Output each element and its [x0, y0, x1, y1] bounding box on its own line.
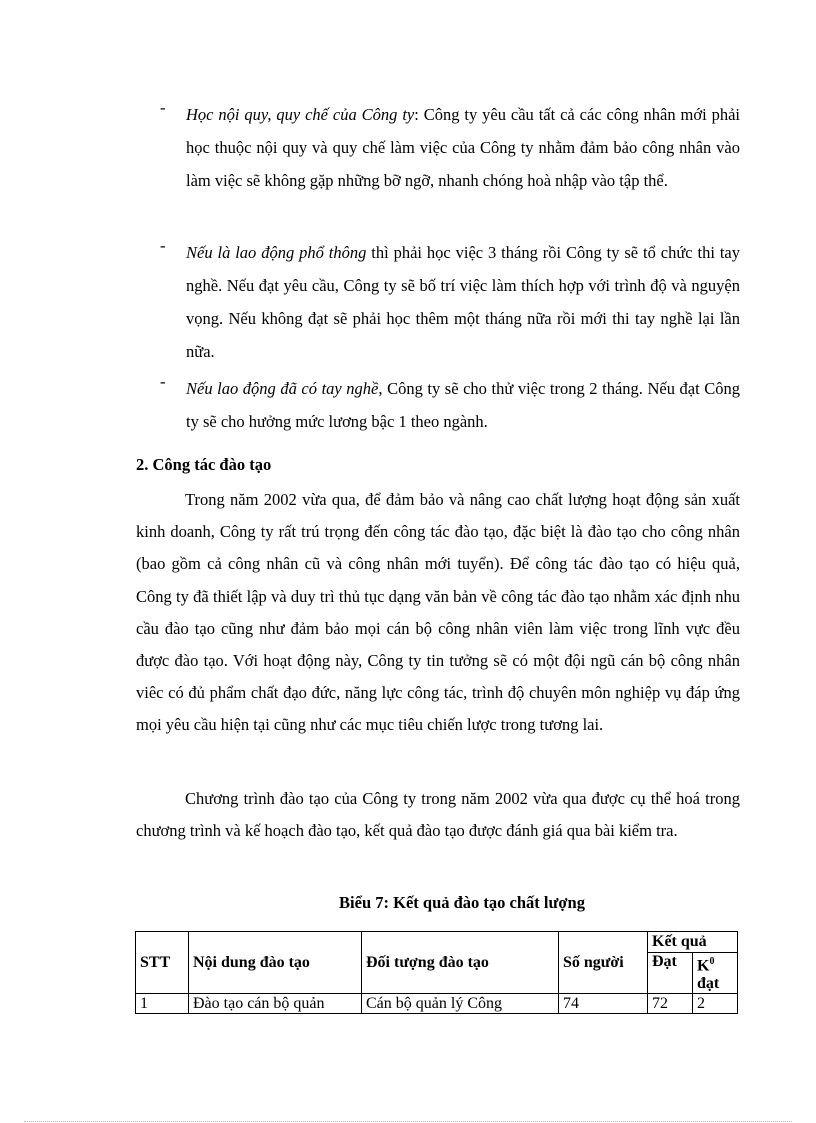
header-fail-sup: 0 [709, 956, 715, 967]
body-paragraph: Trong năm 2002 vừa qua, để đảm bảo và nâng cao chất lượng hoạt động sản xuất kinh doanh, Công ty rất trú trọng đến công tác đào tạo, đặc biệt là đào tạo cho công nhân (bao gồm cả công nhân cũ và công nhân mới tuyển). Để công tác đào tạo có hiệu quả, Công ty đã thiết lập và duy trì thủ tục dạng văn bản về công tác đào tạo nhằm xác định nhu cầu đào tạo cũng như đảm bảo mọi cán bộ công nhân viên làm việc trong lĩnh vực đều được đào tạo. Với hoạt động này, Công ty tin tưởng sẽ có một đội ngũ cán bộ công nhân viêc có đủ phẩm chất đạo đức, năng lực công tác, trình độ chuyên môn nghiệp vụ đáp ứng mọi yêu cầu hiện tại cũng như các mục tiêu chiến lược trong tương lai. [136, 490, 740, 735]
bullet-text [186, 98, 740, 197]
header-result: Kết quả [648, 932, 738, 953]
cell-content: Đào tạo cán bộ quản [189, 994, 362, 1014]
bullet-dash: - [160, 372, 166, 391]
page-bottom-divider [24, 1121, 792, 1122]
table-header-row [136, 932, 738, 953]
bullet-body: , Công ty sẽ cho thử việc trong 2 tháng. Nếu đạt Công ty sẽ cho hưởng mức lương bậc 1 theo ngành. [186, 379, 740, 431]
header-target: Đối tượng đào tạo [362, 932, 559, 994]
bullet-dash: - [160, 98, 166, 117]
bullet-italic-lead: Nếu là lao động phổ thông [186, 243, 367, 262]
header-fail-k: K [697, 957, 710, 975]
bullet-item [160, 98, 740, 197]
cell-stt: 1 [136, 994, 189, 1014]
header-pass: Đạt [648, 953, 693, 994]
header-fail-word: đạt [697, 975, 720, 993]
header-count: Số người [559, 932, 648, 994]
body-paragraph: Chương trình đào tạo của Công ty trong năm 2002 vừa qua được cụ thể hoá trong chương trình và kế hoạch đào tạo, kết quả đào tạo được đánh giá qua bài kiểm tra. [136, 789, 740, 841]
bullet-body: thì phải học việc 3 tháng rồi Công ty sẽ tổ chức thi tay nghề. Nếu đạt yêu cầu, Công ty sẽ bố trí việc làm thích hợp với trình độ và nguyện vọng. Nếu không đạt sẽ phải học thêm một tháng nữa rồi mới thi tay nghề lại lần nữa. [186, 243, 740, 361]
cell-pass: 72 [648, 994, 693, 1014]
section-heading: 2. Công tác đào tạo [136, 455, 272, 474]
cell-count: 74 [559, 994, 648, 1014]
bullet-dash: - [160, 236, 166, 255]
bullet-item [160, 236, 740, 368]
table-row [136, 994, 738, 1014]
table-caption: Biểu 7: Kết quả đào tạo chất lượng [339, 893, 585, 912]
bullet-body: : Công ty yêu cầu tất cả các công nhân mới phải học thuộc nội quy và quy chế làm việc của Công ty nhằm đảm bảo công nhân vào làm việc sẽ không gặp những bỡ ngỡ, nhanh chóng hoà nhập vào tập thể. [186, 105, 741, 190]
bullet-italic-lead: Nếu lao động đã có tay nghề [186, 379, 379, 398]
bullet-text [186, 236, 740, 368]
header-stt: STT [136, 932, 189, 994]
header-fail [693, 953, 738, 994]
bullet-italic-lead: Học nội quy, quy chế của Công ty [186, 105, 415, 124]
header-content: Nội dung đào tạo [189, 932, 362, 994]
bullet-item [160, 372, 740, 438]
results-table [135, 931, 738, 1014]
bullet-text [186, 372, 740, 438]
cell-target: Cán bộ quản lý Công [362, 994, 559, 1014]
cell-fail: 2 [693, 994, 738, 1014]
